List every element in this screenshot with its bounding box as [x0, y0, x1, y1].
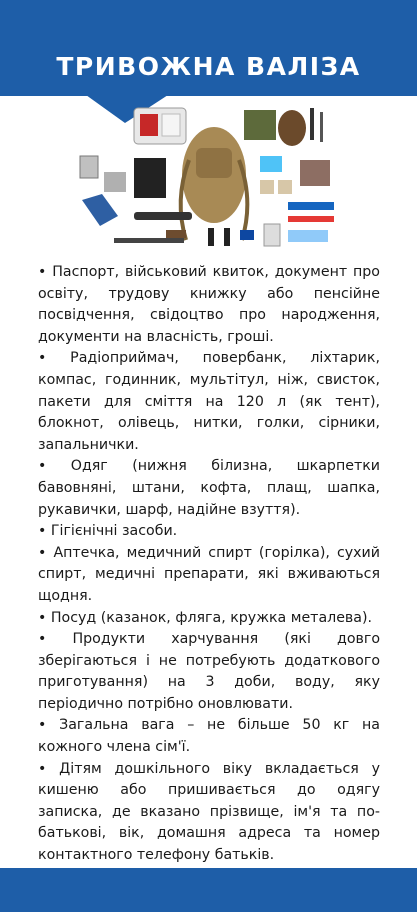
- list-item: • Посуд (казанок, фляга, кружка металева).: [38, 609, 373, 626]
- header-band: [0, 0, 417, 96]
- list-item: • Продукти харчування (які довго зберігаються і не потребують додаткового приготування) на 3 доби, воду, яку періодично потрібно оновлювати.: [38, 631, 380, 712]
- list-item: • Загальна вага – не більше 50 кг на кожного члена сім'ї.: [38, 717, 380, 756]
- list-item: • Радіоприймач, повербанк, ліхтарик, компас, годинник, мультітул, ніж, свисток, пакети для сміття на 120 л (як тент), блокнот, олівець, нитки, голки, сірники, запальнички.: [38, 350, 380, 453]
- list-item: • Дітям дошкільного віку вкладається у кишеню або пришивається до одягу записка, де вказано прізвище, ім'я та по-батькові, вік, домашня адреса та номер контактного телефону батьків.: [38, 760, 380, 864]
- list-item: • Аптечка, медичний спирт (горілка), сухий спирт, медичні препарати, які вживаються щодня.: [38, 544, 380, 604]
- footer-band: [0, 868, 417, 912]
- list-item: • Паспорт, військовий квиток, документ про освіту, трудову книжку або пенсійне посвідчення, свідоцтво про народження, документи на власність, гроші.: [38, 264, 380, 345]
- emergency-kit-items-icon: [74, 100, 346, 260]
- checklist: [38, 262, 380, 867]
- list-item: • Одяг (нижня білизна, шкарпетки бавовняні, штани, кофта, плащ, шапка, рукавички, шарф, надійне взуття).: [38, 458, 380, 518]
- list-item: • Гігієнічні засоби.: [38, 523, 178, 540]
- page-title: ТРИВОЖНА ВАЛІЗА: [56, 52, 361, 81]
